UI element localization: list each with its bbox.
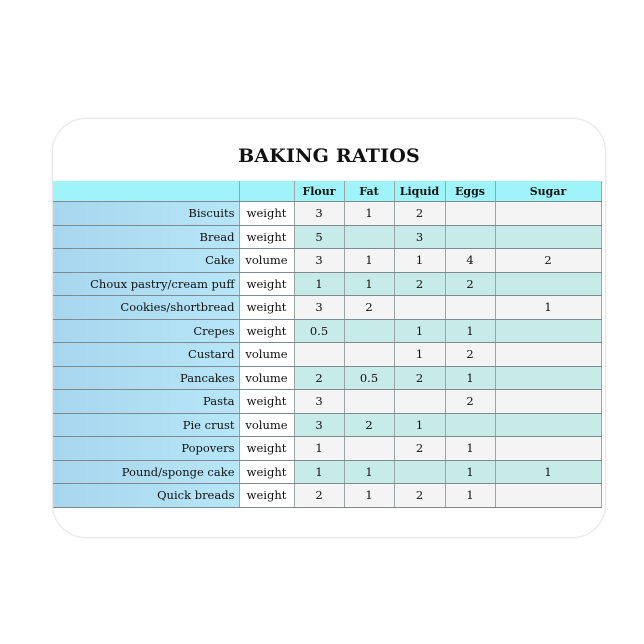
- recipe-name: Cookies/shortbread: [53, 296, 239, 320]
- recipe-name: Pancakes: [53, 366, 239, 390]
- liquid-value: 2: [394, 202, 445, 226]
- fat-value: 1: [344, 202, 394, 226]
- eggs-value: [445, 413, 495, 437]
- fat-value: [344, 225, 394, 249]
- eggs-value: 2: [445, 390, 495, 414]
- sugar-value: [495, 366, 601, 390]
- measure-unit: volume: [239, 366, 294, 390]
- measure-unit: weight: [239, 390, 294, 414]
- table-row: [53, 343, 601, 367]
- table-row: [53, 413, 601, 437]
- flour-value: 5: [294, 225, 344, 249]
- eggs-value: 1: [445, 460, 495, 484]
- liquid-value: 1: [394, 413, 445, 437]
- measure-unit: volume: [239, 413, 294, 437]
- table-row: [53, 202, 601, 226]
- measure-unit: weight: [239, 225, 294, 249]
- fat-value: 0.5: [344, 366, 394, 390]
- measure-unit: weight: [239, 460, 294, 484]
- table-row: [53, 437, 601, 461]
- flour-value: 2: [294, 366, 344, 390]
- recipe-name: Custard: [53, 343, 239, 367]
- fat-value: 2: [344, 296, 394, 320]
- sugar-value: 1: [495, 460, 601, 484]
- flour-value: 1: [294, 272, 344, 296]
- flour-value: 2: [294, 484, 344, 508]
- flour-value: 0.5: [294, 319, 344, 343]
- recipe-name: Pie crust: [53, 413, 239, 437]
- sugar-value: [495, 343, 601, 367]
- fat-value: [344, 437, 394, 461]
- measure-unit: weight: [239, 484, 294, 508]
- sugar-value: [495, 413, 601, 437]
- fat-value: 1: [344, 249, 394, 273]
- header-fat: Fat: [344, 181, 394, 202]
- sugar-value: [495, 319, 601, 343]
- flour-value: 1: [294, 437, 344, 461]
- flour-value: 3: [294, 202, 344, 226]
- eggs-value: 2: [445, 343, 495, 367]
- eggs-value: [445, 202, 495, 226]
- eggs-value: 1: [445, 437, 495, 461]
- header-row: [53, 181, 601, 202]
- table-row: [53, 272, 601, 296]
- measure-unit: volume: [239, 343, 294, 367]
- measure-unit: weight: [239, 319, 294, 343]
- eggs-value: [445, 296, 495, 320]
- liquid-value: 2: [394, 366, 445, 390]
- table-row: [53, 319, 601, 343]
- header-name-cell: [53, 181, 239, 202]
- recipe-name: Crepes: [53, 319, 239, 343]
- flour-value: [294, 343, 344, 367]
- table-row: [53, 249, 601, 273]
- flour-value: 3: [294, 413, 344, 437]
- eggs-value: 1: [445, 319, 495, 343]
- fat-value: 1: [344, 484, 394, 508]
- table-row: [53, 390, 601, 414]
- recipe-name: Pasta: [53, 390, 239, 414]
- liquid-value: 1: [394, 249, 445, 273]
- fat-value: 1: [344, 272, 394, 296]
- measure-unit: weight: [239, 437, 294, 461]
- recipe-name: Pound/sponge cake: [53, 460, 239, 484]
- flour-value: 3: [294, 296, 344, 320]
- recipe-name: Popovers: [53, 437, 239, 461]
- liquid-value: 1: [394, 343, 445, 367]
- sugar-value: [495, 437, 601, 461]
- table-row: [53, 460, 601, 484]
- eggs-value: [445, 225, 495, 249]
- liquid-value: 2: [394, 484, 445, 508]
- eggs-value: 2: [445, 272, 495, 296]
- eggs-value: 1: [445, 366, 495, 390]
- liquid-value: 2: [394, 272, 445, 296]
- measure-unit: weight: [239, 296, 294, 320]
- recipe-name: Choux pastry/cream puff: [53, 272, 239, 296]
- table-row: [53, 366, 601, 390]
- ratios-table: [53, 181, 602, 508]
- header-sugar: Sugar: [495, 181, 601, 202]
- page-title: BAKING RATIOS: [238, 145, 420, 167]
- eggs-value: 4: [445, 249, 495, 273]
- recipe-name: Quick breads: [53, 484, 239, 508]
- flour-value: 1: [294, 460, 344, 484]
- sugar-value: [495, 225, 601, 249]
- header-eggs: Eggs: [445, 181, 495, 202]
- table-row: [53, 225, 601, 249]
- measure-unit: weight: [239, 202, 294, 226]
- fat-value: [344, 319, 394, 343]
- liquid-value: [394, 296, 445, 320]
- fat-value: 1: [344, 460, 394, 484]
- measure-unit: weight: [239, 272, 294, 296]
- sugar-value: 2: [495, 249, 601, 273]
- sugar-value: 1: [495, 296, 601, 320]
- fat-value: [344, 390, 394, 414]
- sugar-value: [495, 272, 601, 296]
- table-row: [53, 484, 601, 508]
- recipe-name: Biscuits: [53, 202, 239, 226]
- fat-value: 2: [344, 413, 394, 437]
- fat-value: [344, 343, 394, 367]
- header-unit-cell: [239, 181, 294, 202]
- liquid-value: 1: [394, 319, 445, 343]
- header-flour: Flour: [294, 181, 344, 202]
- recipe-name: Cake: [53, 249, 239, 273]
- sugar-value: [495, 484, 601, 508]
- measure-unit: volume: [239, 249, 294, 273]
- liquid-value: [394, 460, 445, 484]
- flour-value: 3: [294, 390, 344, 414]
- flour-value: 3: [294, 249, 344, 273]
- liquid-value: [394, 390, 445, 414]
- sugar-value: [495, 390, 601, 414]
- liquid-value: 2: [394, 437, 445, 461]
- eggs-value: 1: [445, 484, 495, 508]
- recipe-name: Bread: [53, 225, 239, 249]
- header-liquid: Liquid: [394, 181, 445, 202]
- sugar-value: [495, 202, 601, 226]
- table-row: [53, 296, 601, 320]
- recipe-card: [52, 118, 606, 538]
- liquid-value: 3: [394, 225, 445, 249]
